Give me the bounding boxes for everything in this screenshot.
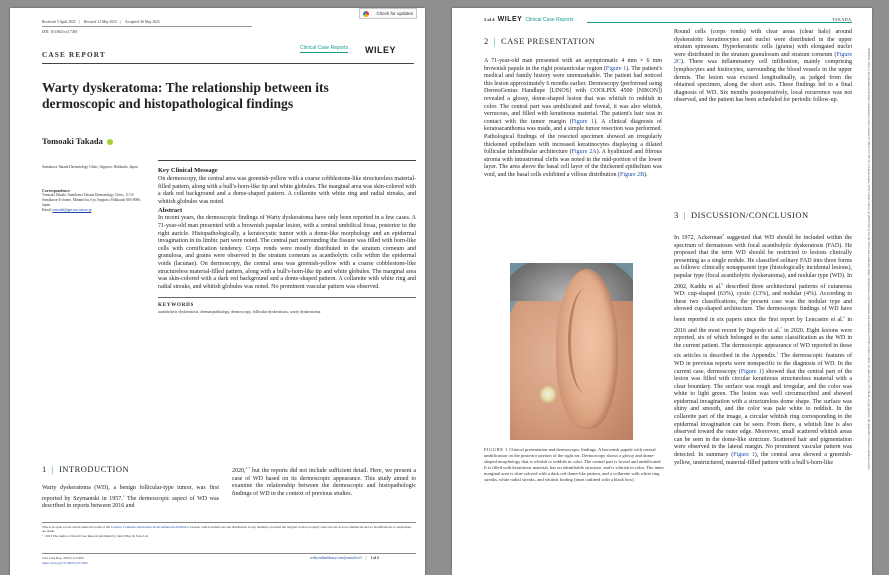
page-two	[452, 8, 872, 575]
page-one	[10, 8, 425, 575]
discussion-text: In 1972, Ackerman$^8$ suggested that WD should be included within the spectrum of dermatoses with focal acantholytic dyskeratosis (FAD). He proposed that the term WD should be restricted to lesions clinically presenting as a single nodule. He classified solitary FAD into three forms as follows: clinically nonapparent type (histologically incidental lesions), papular type (focal acantholytic dyskeratoma), and nodular type (WD). In 2002, Kaddu et al.$^9$ described three architectural patterns of cutaneous WD: cup-shaped (63%), cystic (13%), and nodular (4%). According to these two classifications, the present case was the nodular type and showed cup-shaped architecture. The dermoscopic findings of WD have been reported in six papers since the first report by Lencastre et al.$^2$ in 2016 and the most recent by Ingordo et al.$^7$ in 2020. Eight lesions were reported, six of which belonged to the same classification as the WD in the current patient. The dermoscopic appearance of WD reported in these six articles is described in the Appendix.$^1$ The dermoscopic features of WD in previous reports were nonspecific to the diagnosis of WD. In the current case, dermoscopy (Figure 1) showed that the central part of the lesion was filled with circular keratinous structureless material with a clear boundary. The surface was rough and irregular, and the color was white to light green. The lesion was well circumscribed and showed epidermal invagination with a structureless dome shape. The surface was shiny and smooth, and the color was pale white to reddish. In the collarette part of the image, a circular whitish ring corresponding to the epidermal invagination can be seen. From there, a whitish line is also observed toward the outer edge. Moreover, small scattered whitish areas can be seen in the dome-like structure. Scattered hair and pigmentation were observed in the lateral margin. No prominent vascular pattern was detected. In summary (Figure 1), the central area showed a greenish-yellow, unstructured, material-filled pattern with a bull's-horn-like	[674, 233, 853, 466]
publisher-logo: WILEY	[365, 45, 396, 55]
page-footer: Clin Case Rep. 2023;11:e7493. https://doi.org/10.1002/ccr3.7493	[42, 553, 416, 566]
running-header: 2 of 4 WILEY Clinical Case Reports	[484, 16, 574, 23]
figure-one-caption: FIGURE 1 Clinical presentation and dermoscopic findings. A brownish papule with central umbilication on the posterior portion of the right ear. Dermoscopy shows a glossy and dome-shaped morphology that is whitish to reddish in color. The central part is foveal and umbilicated. It is filled with keratinous material, has no identifiable structure, and is whitish in color. The inner marginal area is skin-colored with a dark red dome-like pattern, and a collarette with white ring streaks, white radial streaks, and whitish finding (inset outlined with a black box).	[484, 447, 664, 482]
case-heading: 2 | CASE PRESENTATION	[484, 36, 595, 46]
footer-right: wileyonlinelibrary.com/journal/ccr3 | 1 of 4	[310, 556, 379, 560]
introduction-right-column: 2020,$^{2-7}$ but the reports did not include sufficient detail. Here, we present a case of WD based on its dermoscopic appearance. This study aimed to examine the relationship between the dermoscopic and histopathologic findings of WD in the context of previous studies.	[232, 466, 416, 497]
introduction-heading: 1 | INTRODUCTION	[42, 464, 130, 474]
keywords-heading: KEYWORDS	[158, 297, 416, 308]
key-clinical-heading: Key Clinical Message	[158, 167, 218, 174]
abstract-text: In recent years, the dermoscopic findings of Warty dyskeratoma have only been reported in a few cases. A 71-year-old man presented with a brownish papular lesion, with a central umbilical fossa, posterior to the right auricle. Histopathologically, a keratocystic tumor with a dome-like morphology and an epidermal invagination in its limbic part were noted. The central part surrounding the fissure was filled with horn-like cells with cornification tendency. Corps ronds were mostly distributed in the stratum corneum and granulosa, and grains were observed in the stratum corneum as acantholytic cells within the epidermal voids (lacunae). On dermoscopy, the central area was greenish-yellow with a coarse cobblestone-like structureless material-filled pattern, along with a bull's-horn-like tip and white globules. The marginal area was skin-colored with a dark red background and a dome-shaped pattern. A collarette with white ring and radial streaks, and whitish globules was noted. No prominent vascular pattern was observed.	[158, 215, 416, 290]
running-author: TAKADA	[832, 17, 852, 22]
header-rule	[587, 22, 852, 23]
case-text-continued: Round cells (corps ronds) with clear areas (clear halo) around dyskeratotic keratinocytes and nuclei were distributed in the upper stratum spinosum. Hyperkeratotic cells (grains) with elongated nuclei were distributed in the stratum granulosum and stratum corneum (Figure 2C). There was inflammatory cell infiltration, mainly comprising lymphocytes and histiocytes, surrounding the blood vessels in the upper dermis. The lesion was excised longitudinally, as judged from the obtained specimen, along the short axis. These findings led to a final diagnosis of WD. Six months postoperatively, local recurrence was not observed, and the patient has been scheduled for periodic follow-up.	[674, 29, 852, 104]
keywords-text: acantholytic dyskeratosis, dermatopathology, dermoscopy, follicular dyskeratosis, warty dyskeratoma	[158, 309, 321, 315]
article-type: CASE REPORT	[42, 51, 106, 59]
check-for-updates-button[interactable]: Check for updates	[359, 8, 417, 19]
footer-journal-link[interactable]: wileyonlinelibrary.com/journal/ccr3	[310, 556, 362, 560]
introduction-left-column: Warty dyskeratoma (WD), a benign follicular-type tumor, was first reported by Szymanski in 1957.$^1$ The dermoscopic aspect of WD was described in reports between 2016 and	[42, 485, 219, 510]
doi-line: DOI: 10.1002/ccr3.7493	[42, 30, 78, 34]
affiliation: Sumikawa Takada Dermatology Clinic, Sapporo, Hokkaido, Japan	[42, 165, 138, 169]
header-rule	[42, 63, 414, 64]
figure-one-image	[510, 263, 633, 440]
abstract-heading: Abstract	[158, 207, 183, 215]
correspondence: Correspondence Tomoaki Takada, Sumikawa Takada Dermatology Clinic, 11-10 Sumikawa-4-chome, Minami-ku 4-jo, Sapporo, Hokkaido 005-0006, Japan. Email: tomoaki@gm.ezz-net.ne.jp	[42, 188, 141, 212]
footer-doi-link[interactable]: https://doi.org/10.1002/ccr3.7493	[42, 561, 88, 565]
crossmark-icon	[363, 11, 369, 17]
article-dates: Received: 5 April 2023 | Revised: 21 May 2023 | Accepted: 26 May 2023	[42, 20, 252, 27]
discussion-heading: 3 | DISCUSSION/CONCLUSION	[674, 210, 809, 220]
key-clinical-text: On dermoscopy, the central area was greenish-yellow with a coarse cobblestone-like structureless material-filled pattern, along with a bull's-horn-like tip and white globules. The marginal area was skin-colored with a dark red background and a dome-shaped pattern. A collarette with white ring and radial streaks, and whitish globules was noted.	[158, 176, 416, 205]
case-text: A 71-year-old man presented with an asymptomatic 4 mm × 6 mm brownish papule in the right postauricular region (Figure 1). The patient's medical and family history were unremarkable. The patient had noticed this lesion approximately 6 months earlier. Dermoscopy (performed using DermoGenius Handlupe [LINOS] with COOLPIX 4500 [NIKON]) revealed a glossy, dome-shaped lesion that was whitish to reddish in color. The central part was umbilicated and foveal, it was also whitish, verrucous, and filled with keratinous material. The patient's hair was in contact with the tumor margin (Figure 1). A clinical diagnosis of keratoacanthoma was made, and a simple tumor resection was performed. Pathological findings of the resected specimen showed an irregularly thickened epithelium with increased keratinocytes displaying a dilated follicular infundibular architecture (Figure 2A). A hyalinized and fibrous stroma with intrastromal clefts was noted in the mid-portion of the lower layer. The area above the basal cell layer of the thickened epithelium was void, and the basal cells exhibited a villous distribution (Figure 2B).	[484, 58, 662, 178]
article-title: Warty dyskeratoma: The relationship between its dermoscopic and histopathological findings	[42, 80, 329, 111]
orcid-icon[interactable]	[107, 139, 113, 145]
abstract-box	[158, 160, 416, 454]
license-notice: This is an open access article under the terms of the Creative Commons Attribution-NonCommercial-NoDerivs License, which permits use and distribution in any medium, provided the original work is properly cited, the use is non-commercial and no modifications or adaptations are made. © 2023 The Author. Clinical Case Reports published by John Wiley & Sons Ltd.	[42, 522, 416, 538]
lesion-photo	[540, 386, 556, 404]
download-side-note: 20500904, 2023, 6, Downloaded from https://onlinelibrary.wiley.com/doi/10.1002/ccr3.7493 by Cochrane Japan, Wiley Online Library on [05/06/2023]. See the Terms and Conditions (https://onlinelibrary.wiley.com/terms-and-conditions) on Wiley Online Library for rules of use; OA articles are governed by the applicable Creative Commons License	[867, 48, 871, 470]
email-link[interactable]: tomoaki@gm.ezz-net.ne.jp	[52, 208, 92, 212]
license-link[interactable]: Creative Commons Attribution-NonCommercial-NoDerivs	[110, 525, 189, 529]
author-name: Tomoaki Takada	[42, 136, 113, 146]
journal-logo: Clinical Case Reports	[300, 45, 349, 51]
